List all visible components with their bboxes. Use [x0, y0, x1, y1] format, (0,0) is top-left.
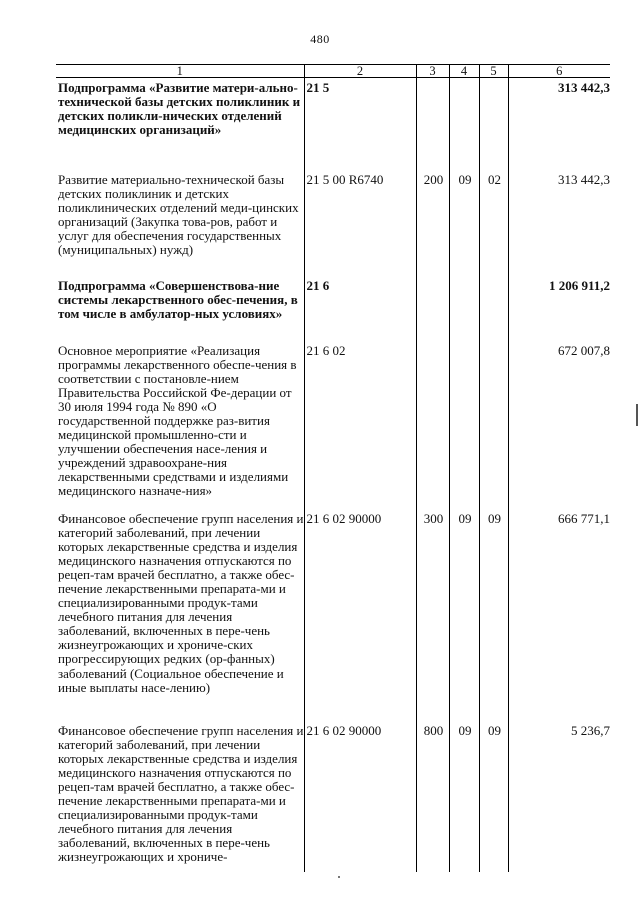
header-col-4: 4 [449, 65, 479, 78]
row-col-5 [479, 279, 508, 344]
row-col-4 [449, 279, 479, 344]
scan-artifact-dot [338, 876, 340, 878]
row-amount: 5 236,7 [508, 724, 610, 872]
header-col-3: 3 [416, 65, 449, 78]
row-col-3 [416, 78, 449, 173]
header-col-1: 1 [56, 65, 304, 78]
row-description: Финансовое обеспечение групп населения и категорий заболеваний, при лечении которых лекарственные средства и изделия медицинского назначения отпускаются по рецеп-там врачей бесплатно, а также обес-печение лекарственными препарата-ми и специализированными продук-тами лечебного питания для лечения заболеваний, включенных в пере-чень жизнеугрожающих и хрониче- [58, 722, 304, 865]
table-row [56, 724, 610, 872]
row-description: Финансовое обеспечение групп населения и категорий заболеваний, при лечении которых лекарственные средства и изделия медицинского назначения отпускаются по рецеп-там врачей бесплатно, а также обес-печение лекарственными препарата-ми и специализированными продук-тами лечебного питания для лечения заболеваний, включенных в пере-чень жизнеугрожающих и хрониче-ских прогрессирующих редких (ор-фанных) заболеваний (Социальное обеспечение и иные выплаты насе-лению) [58, 510, 304, 695]
row-col-5: 02 [479, 173, 508, 279]
row-col-3: 200 [416, 173, 449, 279]
row-code: 21 5 00 R6740 [304, 173, 416, 279]
row-col-4: 09 [449, 512, 479, 724]
header-col-2: 2 [304, 65, 416, 78]
row-code: 21 6 02 90000 [304, 512, 416, 724]
row-code: 21 6 02 [304, 344, 416, 512]
row-description: Развитие материально-технической базы детских поликлиник и детских поликлинических отделений меди-цинских организаций (Закупка това-ров, работ и услуг для обеспечения государственных (муниципальных) нужд) [58, 171, 299, 257]
page-number: 480 [310, 32, 330, 46]
row-col-5: 09 [479, 724, 508, 872]
row-col-3: 800 [416, 724, 449, 872]
row-description: Подпрограмма «Развитие матери-альнo-технической базы детских поликлиник и детских поликли-нических отделений медицинских организаций» [58, 80, 301, 138]
row-code: 21 5 [304, 78, 416, 173]
row-col-3: 300 [416, 512, 449, 724]
row-col-3 [416, 279, 449, 344]
header-row [56, 65, 610, 78]
header-col-5: 5 [479, 65, 508, 78]
row-description: Основное мероприятие «Реализация программы лекарственного обеспе-чения в соответствии с постановле-нием Правительства Российской Фе-дерации от 30 июля 1994 года № 890 «О государственной поддержке раз-вития медицинской промышленно-сти и улучшении обеспечения насе-ления и учреждений здравоохране-ния лекарственными средствами и изделиями медицинского назначе-ния» [58, 342, 297, 499]
table-row [56, 512, 610, 724]
header-col-6: 6 [508, 65, 610, 78]
row-amount: 666 771,1 [508, 512, 610, 724]
table-row [56, 279, 610, 344]
table-row [56, 344, 610, 512]
row-col-4: 09 [449, 173, 479, 279]
table-row [56, 78, 610, 173]
row-col-5: 09 [479, 512, 508, 724]
row-col-4 [449, 344, 479, 512]
table-row [56, 173, 610, 279]
row-col-4: 09 [449, 724, 479, 872]
row-code: 21 6 02 90000 [304, 724, 416, 872]
row-code: 21 6 [304, 279, 416, 344]
row-amount: 313 442,3 [508, 78, 610, 173]
scan-artifact-mark [636, 404, 638, 426]
row-amount: 672 007,8 [508, 344, 610, 512]
row-amount: 313 442,3 [508, 173, 610, 279]
row-col-5 [479, 344, 508, 512]
row-col-4 [449, 78, 479, 173]
budget-table [56, 64, 610, 872]
row-description: Подпрограмма «Совершенствова-ние системы лекарственного обес-печения, в том числе в амбулатор-ных условиях» [58, 277, 298, 321]
row-col-5 [479, 78, 508, 173]
row-amount: 1 206 911,2 [508, 279, 610, 344]
row-col-3 [416, 344, 449, 512]
